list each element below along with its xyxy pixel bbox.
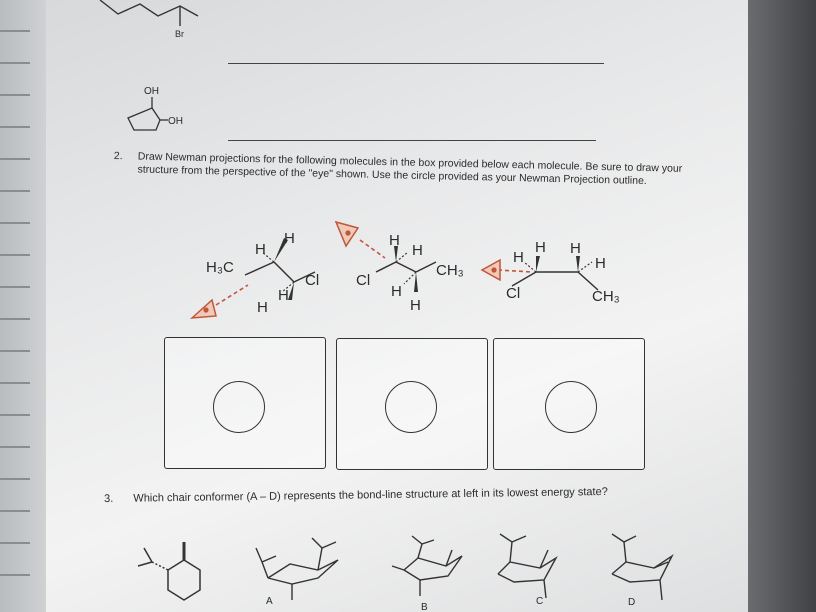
bond-line-structure	[138, 542, 200, 600]
br-label: Br	[175, 29, 184, 39]
m3-ch3-label: CH₃	[592, 288, 620, 305]
option-d-label: D	[628, 597, 636, 608]
m1-h2-label: H	[284, 230, 295, 247]
option-c-label: C	[536, 596, 544, 607]
m1-h1-label: H	[255, 241, 266, 258]
m2-h2-label: H	[412, 242, 423, 259]
m1-h3-label: H	[278, 287, 289, 304]
chair-option-d[interactable]	[612, 534, 672, 600]
m2-h3-label: H	[391, 283, 402, 300]
m2-h4-label: H	[410, 297, 421, 314]
chair-option-c[interactable]	[498, 534, 556, 598]
m3-h3-label: H	[570, 240, 581, 257]
m1-h3c-label: H₃C	[206, 259, 234, 276]
question-3-text: Which chair conformer (A – D) represents the bond-line structure at left in its lowest energy state?	[133, 485, 608, 505]
m2-cl-label: Cl	[356, 272, 371, 289]
m1-cl-label: Cl	[305, 272, 320, 289]
m3-h1-label: H	[513, 249, 524, 266]
chair-option-a[interactable]	[256, 538, 338, 600]
question-2-number: 2.	[113, 149, 123, 163]
m2-h1-label: H	[389, 232, 400, 249]
m3-h2-label: H	[535, 239, 546, 256]
oh-top-label: OH	[144, 86, 159, 97]
oh-side-label: OH	[168, 116, 183, 127]
option-b-label: B	[421, 602, 428, 612]
m3-h4-label: H	[595, 255, 606, 272]
question-3-number: 3.	[104, 492, 114, 505]
m1-h4-label: H	[257, 299, 268, 316]
m2-ch3-label: CH₃	[436, 262, 464, 279]
chair-option-b[interactable]	[392, 536, 462, 596]
m3-cl-label: Cl	[506, 285, 521, 302]
question-2-text: Draw Newman projections for the following molecules in the box provided below each molecule. Be sure to draw your structure from the perspective of the "eye" shown. Use the circle provided as your Newman Projection outline.	[137, 150, 683, 188]
option-a-label: A	[266, 596, 273, 607]
